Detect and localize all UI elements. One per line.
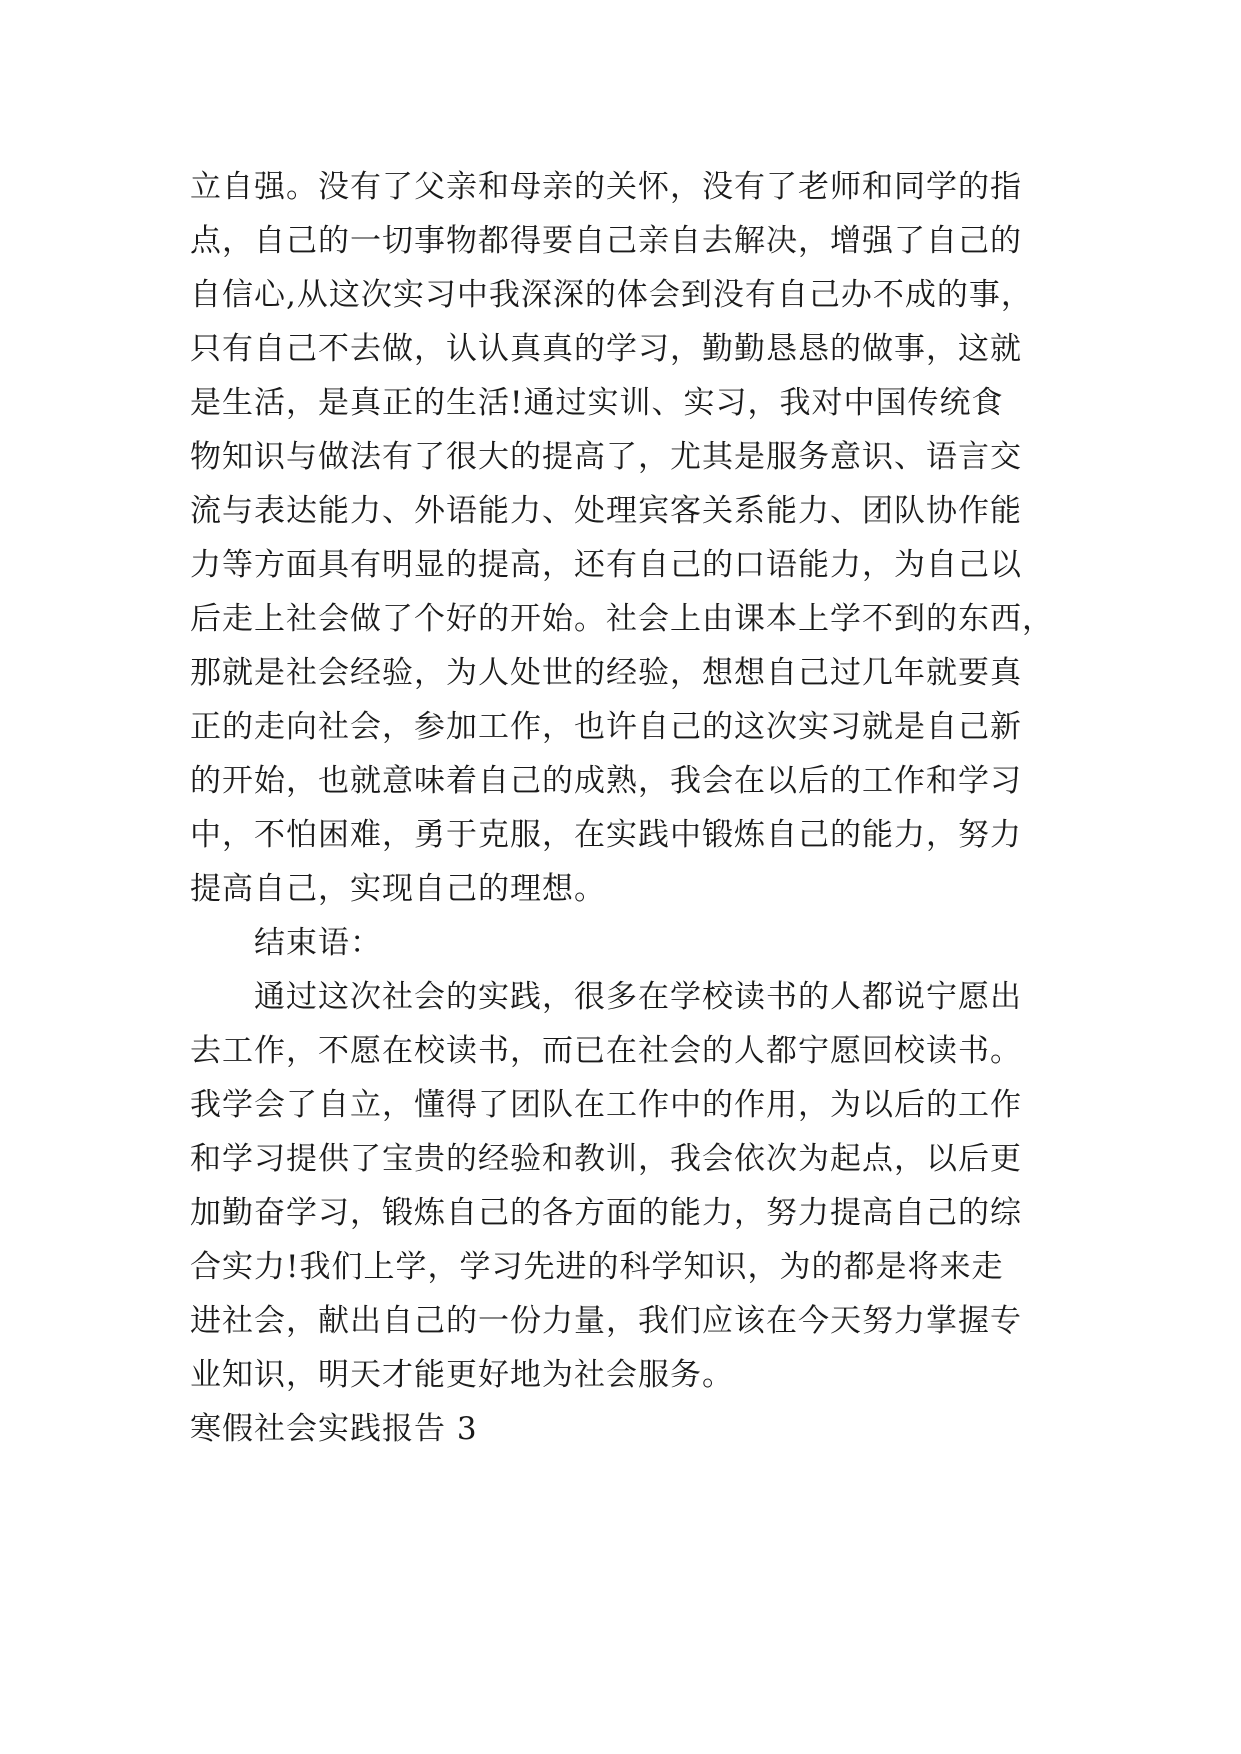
paragraph-line: 物知识与做法有了很大的提高了，尤其是服务意识、语言交: [190, 439, 1022, 475]
paragraph-line: 那就是社会经验，为人处世的经验，想想自己过几年就要真: [190, 655, 1022, 691]
paragraph-line: 我学会了自立，懂得了团队在工作中的作用，为以后的工作: [190, 1087, 1022, 1123]
paragraph-line: 只有自己不去做，认认真真的学习，勤勤恳恳的做事，这就: [190, 331, 1022, 367]
paragraph-line: 后走上社会做了个好的开始。社会上由课本上学不到的东西，: [190, 601, 1054, 637]
paragraph-line: 正的走向社会，参加工作，也许自己的这次实习就是自己新: [190, 709, 1022, 745]
conclusion-label: 结束语：: [254, 925, 382, 961]
paragraph-line: 通过这次社会的实践，很多在学校读书的人都说宁愿出: [254, 979, 1022, 1015]
paragraph-line: 力等方面具有明显的提高，还有自己的口语能力，为自己以: [190, 547, 1022, 583]
paragraph-line: 和学习提供了宝贵的经验和教训，我会依次为起点，以后更: [190, 1141, 1022, 1177]
paragraph-line: 立自强。没有了父亲和母亲的关怀，没有了老师和同学的指: [190, 169, 1022, 205]
paragraph-line: 点，自己的一切事物都得要自己亲自去解决，增强了自己的: [190, 223, 1022, 259]
paragraph-line: 中，不怕困难，勇于克服，在实践中锻炼自己的能力，努力: [190, 817, 1022, 853]
paragraph-line: 业知识，明天才能更好地为社会服务。: [190, 1357, 734, 1393]
paragraph-line: 的开始，也就意味着自己的成熟，我会在以后的工作和学习: [190, 763, 1022, 799]
paragraph-line: 是生活，是真正的生活!通过实训、实习，我对中国传统食: [190, 385, 1004, 421]
paragraph-line: 进社会，献出自己的一份力量，我们应该在今天努力掌握专: [190, 1303, 1022, 1339]
paragraph-line: 加勤奋学习，锻炼自己的各方面的能力，努力提高自己的综: [190, 1195, 1022, 1231]
paragraph-line: 自信心,从这次实习中我深深的体会到没有自己办不成的事，: [190, 277, 1033, 313]
paragraph-line: 去工作，不愿在校读书，而已在社会的人都宁愿回校读书。: [190, 1033, 1022, 1069]
section-title: 寒假社会实践报告 3: [190, 1411, 478, 1447]
document-body: [190, 160, 1090, 1456]
paragraph-line: 流与表达能力、外语能力、处理宾客关系能力、团队协作能: [190, 493, 1022, 529]
paragraph-line: 合实力!我们上学，学习先进的科学知识，为的都是将来走: [190, 1249, 1004, 1285]
paragraph-line: 提高自己，实现自己的理想。: [190, 871, 606, 907]
